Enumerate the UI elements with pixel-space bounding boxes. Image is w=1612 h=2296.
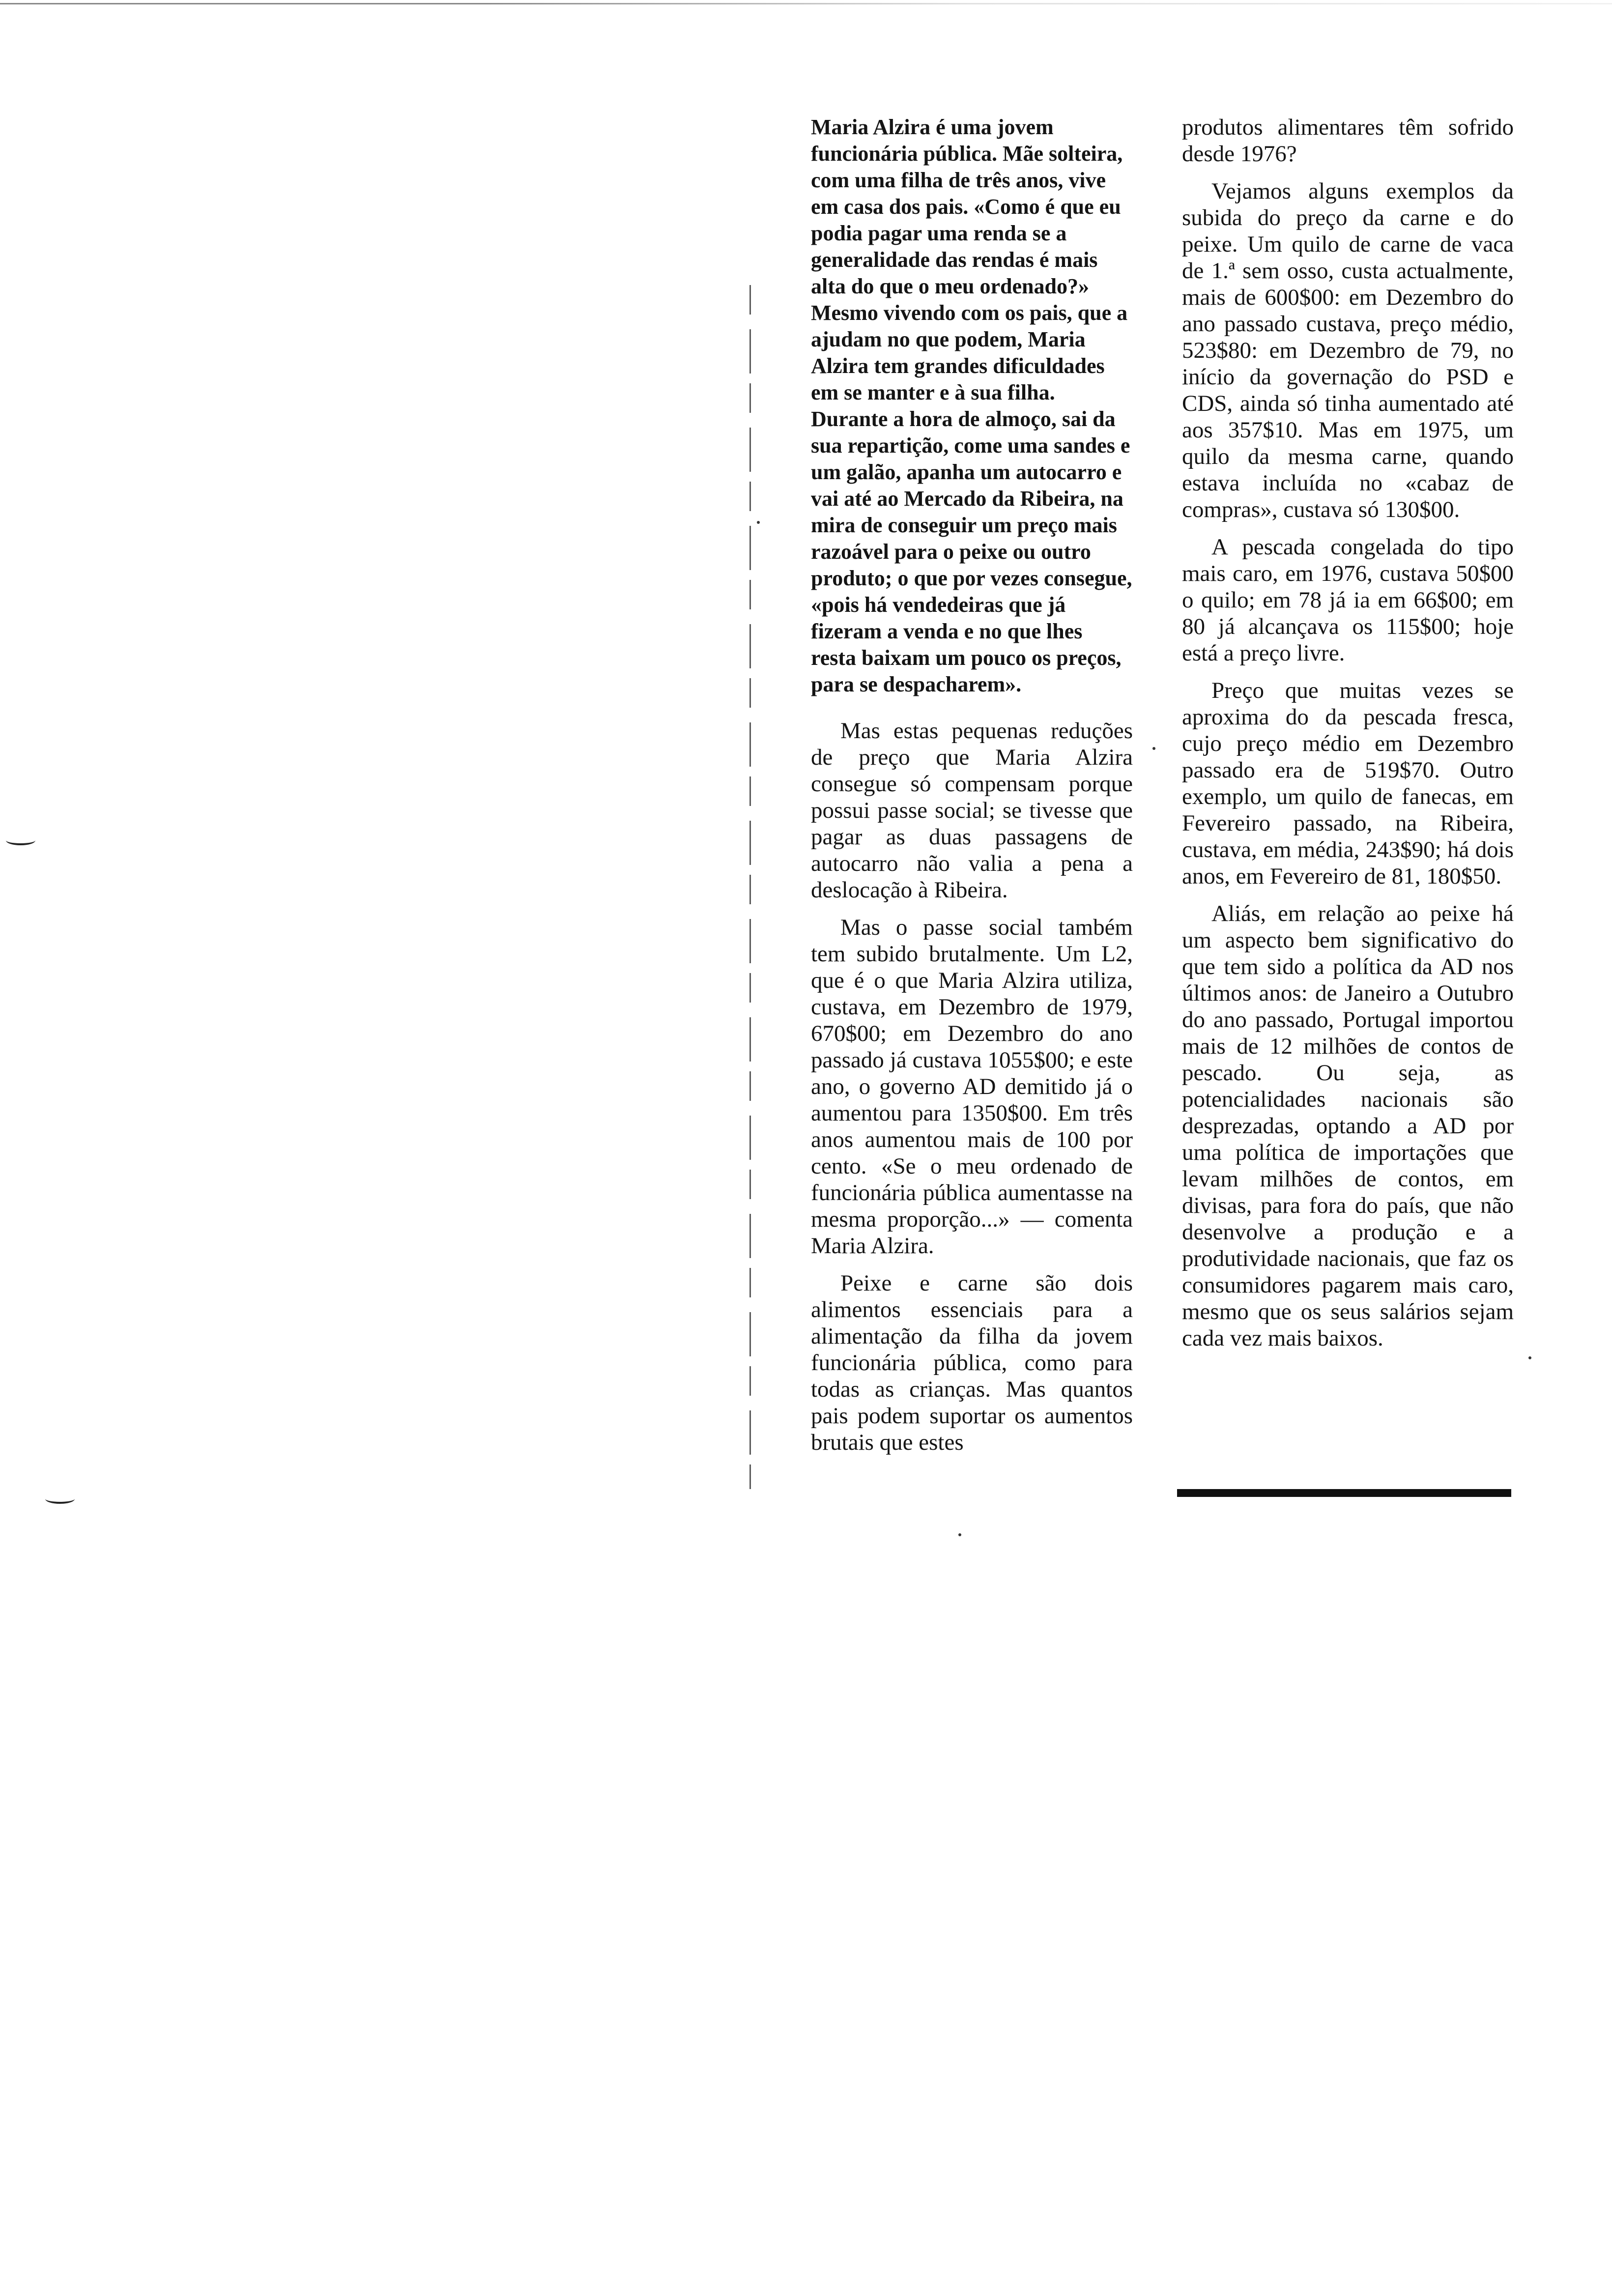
article-column-right [1182, 114, 1514, 1362]
article-end-rule [1177, 1489, 1511, 1497]
scan-speckle [958, 1533, 961, 1536]
article-paragraph: Preço que muitas vezes se aproxima do da pescada fresca, cujo preço médio em Dezembro passado era de 519$70. Outro exemplo, um quilo de fanecas, em Fevereiro passado, na Ribeira, custava, em média, 243$90; há dois anos, em Fevereiro de 81, 180$50. [1182, 678, 1514, 889]
scan-edge-top [0, 3, 1612, 4]
scan-speckle [1528, 1356, 1531, 1359]
article-paragraph: A pescada congelada do tipo mais caro, em 1976, custava 50$00 o quilo; em 78 já ia em 66$00; em 80 já alcançava os 115$00; hoje está a preço livre. [1182, 534, 1514, 666]
article-paragraph: Peixe e carne são dois alimentos essenciais para a alimentação da filha da jovem funcionária pública, como para todas as crianças. Mas quantos pais podem suportar os aumentos brutais que estes [811, 1270, 1133, 1455]
column-margin-rule [749, 285, 751, 1489]
article-paragraph: Aliás, em relação ao peixe há um aspecto bem significativo do que tem sido a política da AD nos últimos anos: de Janeiro a Outubro do ano passado, Portugal importou mais de 12 milhões de contos de pescado. Ou seja, as potencialidades nacionais são desprezadas, optando a AD por uma política de importações que levam milhões de contos, em divisas, para fora do país, que não desenvolve a produção e a produtividade nacionais, que faz os consumidores pagarem mais caro, mesmo que os seus salários sejam cada vez mais baixos. [1182, 901, 1514, 1351]
article-paragraph: Vejamos alguns exemplos da subida do preço da carne e do peixe. Um quilo de carne de vaca de 1.ª sem osso, custa actualmente, mais de 600$00: em Dezembro do ano passado custava, preço médio, 523$80: em Dezembro de 79, no início da governação do PSD e CDS, ainda só tinha aumentado até aos 357$10. Mas em 1975, um quilo da mesma carne, quando estava incluída no «cabaz de compras», custava só 130$00. [1182, 178, 1514, 522]
article-paragraph: Mas estas pequenas reduções de preço que Maria Alzira consegue só compensam porque possui passe social; se tivesse que pagar as duas passagens de autocarro não valia a pena a deslocação à Ribeira. [811, 718, 1133, 903]
scan-margin-mark-upper [6, 835, 35, 845]
article-lead: Maria Alzira é uma jovem funcionária pública. Mãe solteira, com uma filha de três anos, vive em casa dos pais. «Como é que eu podia pagar uma renda se a generalidade das rendas é mais alta do que o meu ordenado?» Mesmo vivendo com os pais, que a ajudam no que podem, Maria Alzira tem grandes dificuldades em se manter e à sua filha. Durante a hora de almoço, sai da sua repartição, come uma sandes e um galão, apanha um autocarro e vai até ao Mercado da Ribeira, na mira de conseguir um preço mais razoável para o peixe ou outro produto; o que por vezes consegue, «pois há vendedeiras que já fizeram a venda e no que lhes resta baixam um pouco os preços, para se despacharem». [811, 115, 1132, 696]
scan-speckle [757, 521, 760, 524]
scan-speckle [1152, 747, 1155, 750]
article-paragraph: Mas o passe social também tem subido brutalmente. Um L2, que é o que Maria Alzira utiliza, custava, em Dezembro de 1979, 670$00; em Dezembro do ano passado já custava 1055$00; e este ano, o governo AD demitido já o aumentou para 1350$00. Em três anos aumentou mais de 100 por cento. «Se o meu ordenado de funcionária pública aumentasse na mesma proporção...» — comenta Maria Alzira. [811, 915, 1133, 1259]
article-paragraph: produtos alimentares têm sofrido desde 1976? [1182, 115, 1514, 167]
article-column-left [811, 114, 1133, 1466]
scan-margin-mark-lower [45, 1494, 75, 1504]
